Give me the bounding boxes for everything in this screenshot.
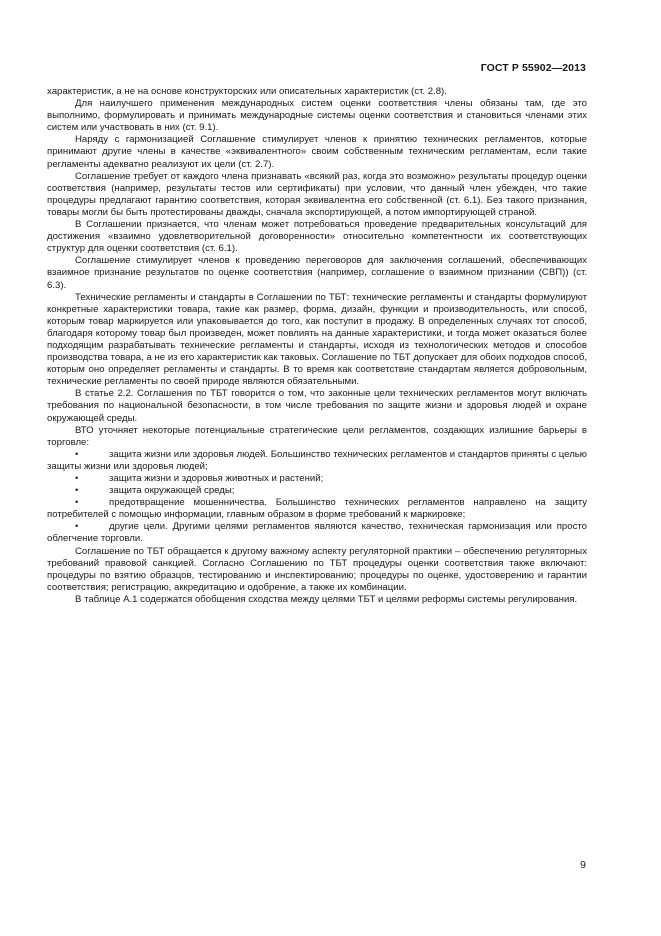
bullet-text: защита жизни или здоровья людей. Большинство технических регламентов и стандартов приняты с целью защиты жизни или здоровья людей; (47, 448, 587, 472)
document-header-code: ГОСТ Р 55902—2013 (480, 62, 586, 74)
bullet-marker: • (75, 485, 79, 497)
paragraph: Соглашение требует от каждого члена признавать «всякий раз, когда это возможно» результаты процедур оценки соответствия (например, результаты тестов или сертификаты) при условии, что данный член убежден, что такие процедуры предлагают гарантию соответствия, которая эквивалентна его собственной (ст. 6.1). Без такого признания, товары могли бы быть протестированы дважды, сначала экспортирующей, а потом импортирующей страной. (47, 170, 587, 218)
paragraph: Технические регламенты и стандарты в Соглашении по ТБТ: технические регламенты и стандарты формулируют конкретные характеристики товара, такие как размер, форма, дизайн, функции и производительность, или способ, которым товар маркируется или упаковывается до того, как поступит в продажу. В определенных случаях тот способ, благодаря которому товар был произведен, может повлиять на данные характеристики, и тогда может оказаться более подходящим разрабатывать технические регламенты и стандарты, исходя из технологических методов и способов производства товара, а не из его характеристик как таковых. Соглашение по ТБТ допускает для обоих подходов способ, которым оно определяет регламенты и стандарты. В то время как соответствие стандартам является добровольным, технические регламенты по своей природе являются обязательными. (47, 291, 587, 388)
paragraph: Наряду с гармонизацией Соглашение стимулирует членов к принятию технических регламентов, которые принимают другие члены в качестве «эквивалентного» своим собственным техническим регламентам, если такие регламенты адекватно реализуют их цели (ст. 2.7). (47, 134, 587, 170)
bullet-text: защита окружающей среды; (109, 485, 235, 497)
bullet-text: защита жизни и здоровья животных и растений; (109, 473, 324, 484)
paragraph: В таблице А.1 содержатся обобщения сходства между целями ТБТ и целями реформы системы регулирования. (75, 593, 578, 605)
paragraph: В Соглашении признается, что членам может потребоваться проведение предварительных консультаций для достижения «взаимно удовлетворительной договоренности» относительно компетентности их соответствующих структур для оценки соответствия (ст. 6.1). (47, 219, 587, 255)
document-body (47, 86, 587, 606)
paragraph: ВТО уточняет некоторые потенциальные стратегические цели регламентов, создающих излишние барьеры в торговле: (47, 424, 587, 448)
bullet-list-item (47, 485, 587, 497)
bullet-list-item (47, 449, 587, 473)
paragraph: характеристик, а не на основе конструкторских или описательных характеристик (ст. 2.8). (47, 86, 447, 97)
bullet-marker: • (75, 448, 79, 460)
paragraph: Соглашение по ТБТ обращается к другому важному аспекту регуляторной практики – обеспечению регуляторных требований правовой санкцией. Согласно Соглашению по ТБТ процедуры оценки соответствия также включают: процедуры по взятию образцов, тестированию и инспектированию; процедуры по оценке, удостоверению и гарантии соответствия; регистрацию, аккредитацию и одобрение, а также их комбинации. (47, 545, 587, 593)
paragraph: Соглашение стимулирует членов к проведению переговоров для заключения соглашений, обеспечивающих взаимное признание результатов по оценке соответствия (например, соглашение о взаимном признании (СВП)) (ст. 6.3). (47, 255, 587, 291)
bullet-list-item (47, 521, 587, 545)
bullet-text: предотвращение мошенничества. Большинство технических регламентов направлено на защиту потребителей с помощью информации, главным образом в форме требований к маркировке; (47, 497, 587, 521)
bullet-list-item (47, 497, 587, 521)
paragraph: Для наилучшего применения международных систем оценки соответствия члены обязаны там, где это выполнимо, формулировать и принимать международные системы оценки соответствия и становиться членами этих систем или участвовать в них (ст. 9.1). (47, 98, 587, 134)
paragraph: В статье 2.2. Соглашения по ТБТ говорится о том, что законные цели технических регламентов могут включать требования по национальной безопасности, в том числе требования по защите жизни и здоровья людей и охране окружающей среды. (47, 388, 587, 424)
bullet-marker: • (75, 473, 79, 484)
page-number: 9 (580, 859, 586, 871)
bullet-list-item (47, 473, 587, 485)
bullet-marker: • (75, 521, 79, 533)
bullet-marker: • (75, 497, 79, 509)
bullet-text: другие цели. Другими целями регламентов являются качество, техническая гармонизация или просто облегчение торговли. (47, 521, 587, 545)
